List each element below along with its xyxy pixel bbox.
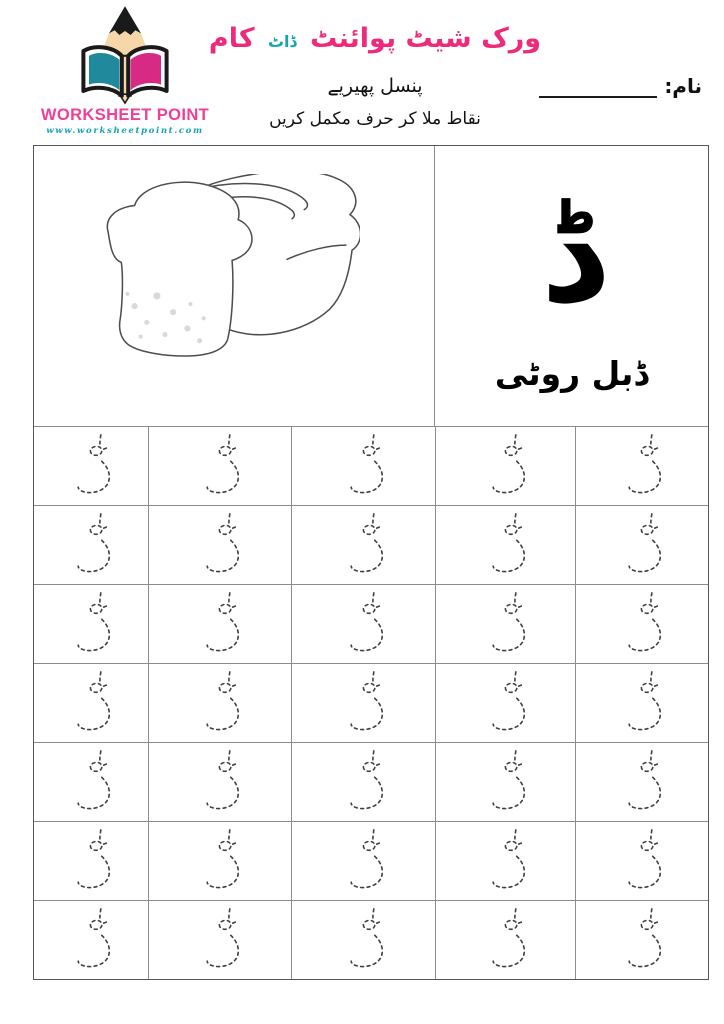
instruction-join-dots: نقاط ملا کر حرف مکمل کریں [269,109,481,129]
trace-cell [435,821,575,900]
brand-website: www.worksheetpoint.com [46,126,204,136]
trace-cell [34,505,148,584]
traced-letter-glyph [490,749,536,815]
traced-letter-glyph [204,512,250,578]
traced-letter-glyph [204,828,250,894]
trace-cell [291,663,435,742]
traced-letter-glyph [75,433,121,499]
trace-cell [34,900,148,979]
illustration-cell [34,146,435,426]
instruction-trace-pencil: پنسل پھیریے [327,75,423,97]
trace-cell [435,505,575,584]
trace-cell [148,426,291,505]
traced-letter-glyph [75,591,121,657]
traced-letter-glyph [204,591,250,657]
target-letter: ڈ [540,173,603,334]
page-title [150,20,600,61]
trace-cell [148,663,291,742]
example-row [34,146,708,426]
trace-cell [34,426,148,505]
traced-letter-glyph [626,670,672,736]
title-com: کام [208,23,255,54]
trace-cell [435,900,575,979]
trace-cell [435,742,575,821]
traced-letter-glyph [490,907,536,973]
trace-cell [575,426,708,505]
trace-cell [148,821,291,900]
trace-cell [291,426,435,505]
trace-cell [575,900,708,979]
traced-letter-glyph [75,828,121,894]
traced-letter-glyph [75,749,121,815]
worksheet-table [33,145,709,980]
trace-cell [34,584,148,663]
traced-letter-glyph [75,907,121,973]
traced-letter-glyph [490,512,536,578]
trace-cell [575,584,708,663]
bread-loaf-illustration [92,174,360,362]
name-blank-line [539,79,657,98]
brand-name: WORKSHEET POINT [40,106,210,124]
traced-letter-glyph [348,433,394,499]
trace-cell [575,821,708,900]
title-main: ورک شیٹ پوائنٹ [310,23,542,54]
traced-letter-glyph [204,433,250,499]
traced-letter-glyph [204,907,250,973]
traced-letter-glyph [490,433,536,499]
traced-letter-glyph [348,749,394,815]
traced-letter-glyph [490,670,536,736]
trace-cell [435,663,575,742]
trace-cell [575,663,708,742]
trace-cell [148,742,291,821]
traced-letter-glyph [626,907,672,973]
trace-cell [291,821,435,900]
example-word: ڈبل روٹی [494,354,649,393]
traced-letter-glyph [626,591,672,657]
trace-grid [34,426,708,979]
trace-cell [148,584,291,663]
trace-cell [435,426,575,505]
trace-cell [291,584,435,663]
trace-cell [34,821,148,900]
name-field [539,74,702,98]
traced-letter-glyph [204,749,250,815]
traced-letter-glyph [348,512,394,578]
traced-letter-glyph [490,591,536,657]
title-dot: ڈاٹ [267,32,297,51]
target-letter-cell [435,146,708,426]
header-text-block [150,20,600,131]
trace-cell [148,505,291,584]
traced-letter-glyph [626,828,672,894]
traced-letter-glyph [348,591,394,657]
trace-cell [575,505,708,584]
trace-cell [575,742,708,821]
traced-letter-glyph [626,433,672,499]
trace-cell [435,584,575,663]
traced-letter-glyph [204,670,250,736]
trace-cell [291,742,435,821]
trace-cell [34,663,148,742]
traced-letter-glyph [490,828,536,894]
traced-letter-glyph [626,512,672,578]
trace-cell [291,505,435,584]
trace-cell [34,742,148,821]
traced-letter-glyph [75,512,121,578]
traced-letter-glyph [75,670,121,736]
name-label: نام: [664,74,702,98]
trace-cell [291,900,435,979]
traced-letter-glyph [348,828,394,894]
trace-cell [148,900,291,979]
traced-letter-glyph [626,749,672,815]
traced-letter-glyph [348,907,394,973]
traced-letter-glyph [348,670,394,736]
